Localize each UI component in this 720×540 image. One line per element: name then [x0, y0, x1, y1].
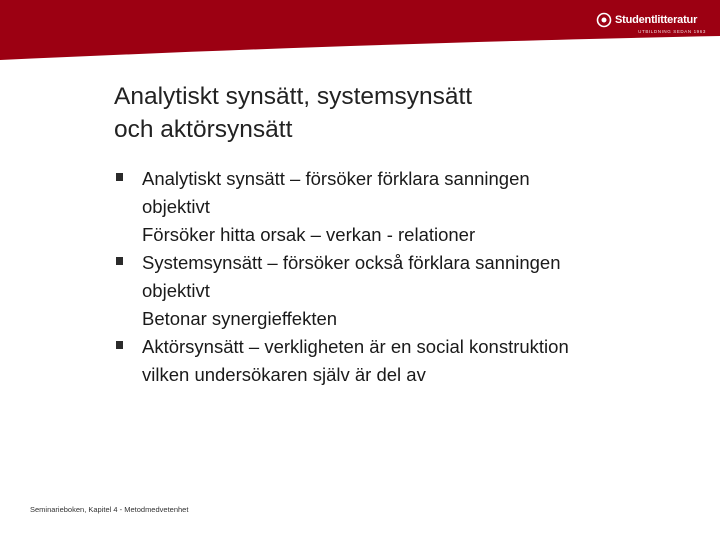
logo-name: Studentlitteratur	[615, 14, 698, 26]
square-bullet-icon	[116, 173, 123, 181]
square-bullet-icon	[116, 257, 123, 265]
bullet-line: vilken undersökaren själv är del av	[142, 364, 426, 385]
header-banner	[0, 0, 720, 62]
bullet-line: objektivt	[142, 280, 210, 301]
bullet-line: Systemsynsätt – försöker också förklara sanningen	[142, 252, 561, 273]
bullet-line: objektivt	[142, 196, 210, 217]
logo-emblem-icon	[596, 12, 612, 28]
logo-tagline: UTBILDNING SEDAN 1963	[638, 29, 706, 34]
bullet-line: Aktörsynsätt – verkligheten är en social konstruktion	[142, 336, 569, 357]
slide-title-line: och aktörsynsätt	[114, 116, 293, 143]
publisher-logo	[596, 12, 706, 38]
bullet-line: Försöker hitta orsak – verkan - relationer	[142, 224, 476, 245]
slide-title-line: Analytiskt synsätt, systemsynsätt	[114, 83, 473, 110]
bullet-line: Analytiskt synsätt – försöker förklara sanningen	[142, 168, 530, 189]
bullet-item	[114, 249, 694, 333]
footer-text: Seminarieboken, Kapitel 4 - Metodmedvetenhet	[30, 505, 189, 514]
bullet-item	[114, 333, 694, 389]
bullet-list	[114, 165, 694, 389]
bullet-item	[114, 165, 694, 249]
slide-title	[114, 80, 674, 146]
square-bullet-icon	[116, 341, 123, 349]
bullet-line: Betonar synergieffekten	[142, 308, 338, 329]
